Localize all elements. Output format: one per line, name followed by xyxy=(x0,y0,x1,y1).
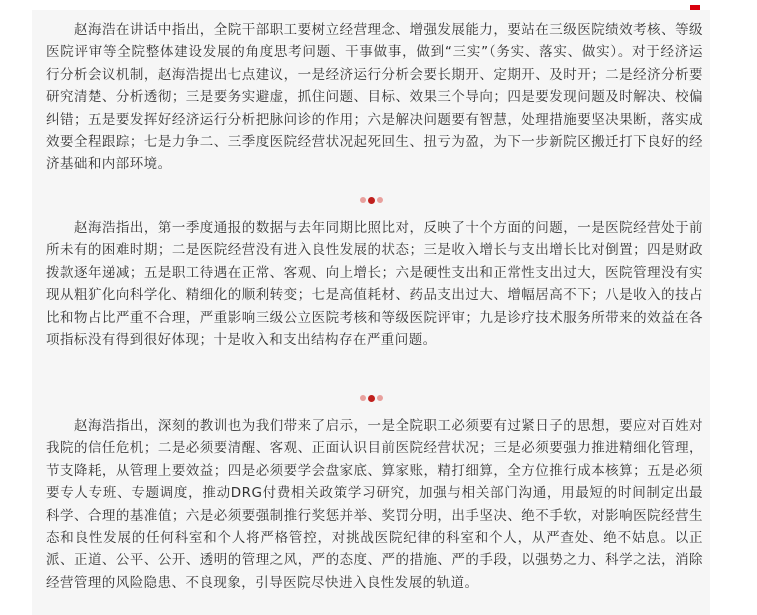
divider-dot-icon xyxy=(377,197,383,203)
divider-dot-icon xyxy=(377,395,383,401)
section-divider-2 xyxy=(32,393,710,403)
divider-dot-icon xyxy=(368,395,375,402)
article-content xyxy=(32,10,710,615)
section-divider-1 xyxy=(32,195,710,205)
divider-dot-icon xyxy=(368,197,375,204)
divider-dot-icon xyxy=(360,395,366,401)
paragraph-3: 赵海浩指出，深刻的教训也为我们带来了启示，一是全院职工必须要有过紧日子的思想，要应对百姓对我院的信任危机；二是必须要清醒、客观、正面认识目前医院经营状况；三是必须要强力推进精细化管理，节支降耗，从管理上要效益；四是必须要学会盘家底、算家账，精打细算，全方位推行成本核算；五是必须要专人专班、专题调度，推动DRG付费相关政策学习研究，加强与相关部门沟通，用最短的时间制定出最科学、合理的基准值；六是必须要强制推行奖惩并举、奖罚分明，出手坚决、绝不手软，对影响医院经营生态和良性发展的任何科室和个人将严格管控，对挑战医院纪律的科室和个人，从严查处、绝不姑息。以正派、正道、公平、公开、透明的管理之风，严的态度、严的措施、严的手段，以强势之力、科学之法，消除经营管理的风险隐患、不良现象，引导医院尽快进入良性发展的轨道。 xyxy=(46,418,703,591)
paragraph-1: 赵海浩在讲话中指出，全院干部职工要树立经营理念、增强发展能力，要站在三级医院绩效考核、等级医院评审等全院整体建设发展的角度思考问题、干事做事，做到“三实”（务实、落实、做实）。对于经济运行分析会议机制，赵海浩提出七点建议，一是经济运行分析会要长期开、定期开、及时开；二是经济分析要研究清楚、分析透彻；三是要务实避虚，抓住问题、目标、效果三个导向；四是要发现问题及时解决、校偏纠错；五是要发挥好经济运行分析把脉问诊的作用；六是解决问题要有智慧，处理措施要坚决果断，落实成效要全程跟踪；七是力争二、三季度医院经营状况起死回生、扭亏为盈，为下一步新院区搬迁打下良好的经济基础和内部环境。 xyxy=(46,22,703,173)
divider-dot-icon xyxy=(360,197,366,203)
paragraph-2: 赵海浩指出，第一季度通报的数据与去年同期比照比对，反映了十个方面的问题，一是医院经营处于前所未有的困难时期；二是医院经营没有进入良性发展的状态；三是收入增长与支出增长比对倒置；四是财政拨款逐年递减；五是职工待遇在正常、客观、向上增长；六是硬性支出和正常性支出过大，医院管理没有实现从粗犷化向科学化、精细化的顺利转变；七是高值耗材、药品支出过大、增幅居高不下；八是收入的技占比和物占比严重不合理，严重影响三级公立医院考核和等级医院评审；九是诊疗技术服务所带来的效益在各项指标没有得到很好体现；十是收入和支出结构存在严重问题。 xyxy=(46,220,703,349)
